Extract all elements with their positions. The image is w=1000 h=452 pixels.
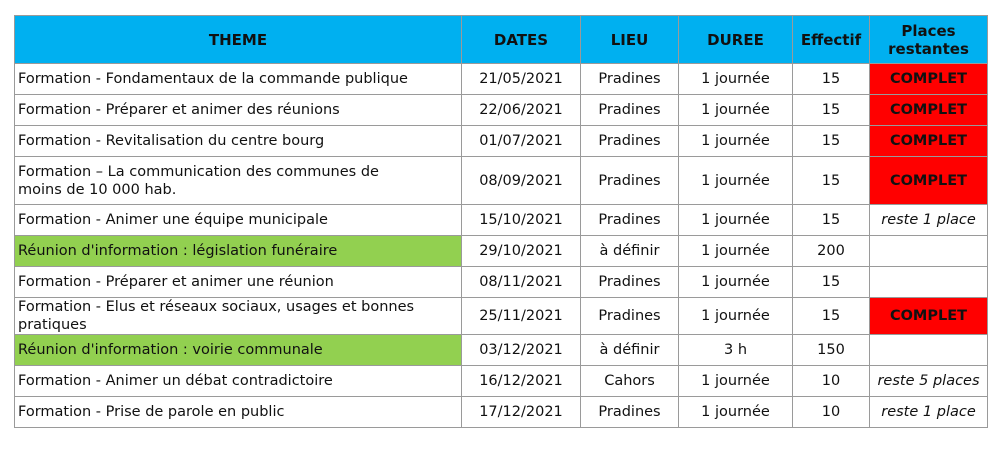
cell-duree: 1 journée [679, 298, 793, 335]
cell-lieu: à définir [581, 236, 679, 267]
cell-theme: Formation - Animer un débat contradictoire [15, 366, 462, 397]
cell-duree: 1 journée [679, 157, 793, 205]
cell-theme: Réunion d'information : législation funéraire [15, 236, 462, 267]
cell-effectif: 150 [793, 335, 870, 366]
cell-places-restantes [870, 267, 988, 298]
cell-duree: 1 journée [679, 126, 793, 157]
cell-date: 08/11/2021 [462, 267, 581, 298]
table-header-row [15, 16, 988, 64]
table-row [15, 298, 988, 335]
table-row [15, 267, 988, 298]
header-theme: THEME [15, 16, 462, 64]
cell-places-restantes: COMPLET [870, 126, 988, 157]
table-row [15, 95, 988, 126]
header-effectif: Effectif [793, 16, 870, 64]
table-body [15, 64, 988, 428]
cell-duree: 1 journée [679, 95, 793, 126]
cell-effectif: 15 [793, 64, 870, 95]
cell-theme: Formation - Animer une équipe municipale [15, 205, 462, 236]
table-row [15, 397, 988, 428]
cell-duree: 1 journée [679, 64, 793, 95]
cell-effectif: 15 [793, 126, 870, 157]
table-row [15, 64, 988, 95]
cell-lieu: Pradines [581, 298, 679, 335]
table-row [15, 335, 988, 366]
header-lieu: LIEU [581, 16, 679, 64]
cell-date: 15/10/2021 [462, 205, 581, 236]
cell-date: 21/05/2021 [462, 64, 581, 95]
cell-duree: 1 journée [679, 236, 793, 267]
cell-theme: Formation - Prise de parole en public [15, 397, 462, 428]
cell-date: 16/12/2021 [462, 366, 581, 397]
cell-date: 17/12/2021 [462, 397, 581, 428]
cell-theme: Réunion d'information : voirie communale [15, 335, 462, 366]
cell-lieu: Cahors [581, 366, 679, 397]
cell-effectif: 10 [793, 397, 870, 428]
cell-duree: 3 h [679, 335, 793, 366]
cell-duree: 1 journée [679, 397, 793, 428]
cell-places-restantes: reste 5 places [870, 366, 988, 397]
cell-date: 29/10/2021 [462, 236, 581, 267]
cell-duree: 1 journée [679, 366, 793, 397]
cell-theme: Formation - Préparer et animer une réunion [15, 267, 462, 298]
cell-duree: 1 journée [679, 267, 793, 298]
cell-effectif: 15 [793, 267, 870, 298]
training-schedule-table [14, 15, 988, 428]
cell-theme: Formation – La communication des communes de moins de 10 000 hab. [15, 157, 462, 205]
cell-date: 25/11/2021 [462, 298, 581, 335]
header-dates: DATES [462, 16, 581, 64]
cell-places-restantes: reste 1 place [870, 205, 988, 236]
cell-lieu: Pradines [581, 267, 679, 298]
table-row [15, 126, 988, 157]
cell-places-restantes [870, 236, 988, 267]
table-row [15, 236, 988, 267]
cell-effectif: 10 [793, 366, 870, 397]
cell-theme: Formation - Elus et réseaux sociaux, usages et bonnes pratiques [15, 298, 462, 335]
cell-places-restantes: COMPLET [870, 64, 988, 95]
cell-places-restantes: COMPLET [870, 95, 988, 126]
cell-lieu: Pradines [581, 157, 679, 205]
cell-date: 03/12/2021 [462, 335, 581, 366]
cell-theme: Formation - Fondamentaux de la commande publique [15, 64, 462, 95]
table-row [15, 366, 988, 397]
table-row [15, 205, 988, 236]
cell-date: 08/09/2021 [462, 157, 581, 205]
header-places-restantes: Places restantes [870, 16, 988, 64]
cell-theme: Formation - Revitalisation du centre bourg [15, 126, 462, 157]
cell-places-restantes: COMPLET [870, 157, 988, 205]
cell-lieu: Pradines [581, 205, 679, 236]
cell-places-restantes [870, 335, 988, 366]
header-duree: DUREE [679, 16, 793, 64]
table-row [15, 157, 988, 205]
cell-lieu: Pradines [581, 126, 679, 157]
cell-date: 01/07/2021 [462, 126, 581, 157]
cell-effectif: 200 [793, 236, 870, 267]
cell-effectif: 15 [793, 95, 870, 126]
cell-effectif: 15 [793, 205, 870, 236]
cell-duree: 1 journée [679, 205, 793, 236]
cell-places-restantes: reste 1 place [870, 397, 988, 428]
cell-places-restantes: COMPLET [870, 298, 988, 335]
cell-effectif: 15 [793, 157, 870, 205]
cell-date: 22/06/2021 [462, 95, 581, 126]
cell-effectif: 15 [793, 298, 870, 335]
cell-lieu: Pradines [581, 397, 679, 428]
cell-lieu: Pradines [581, 95, 679, 126]
cell-lieu: Pradines [581, 64, 679, 95]
cell-theme: Formation - Préparer et animer des réunions [15, 95, 462, 126]
cell-lieu: à définir [581, 335, 679, 366]
